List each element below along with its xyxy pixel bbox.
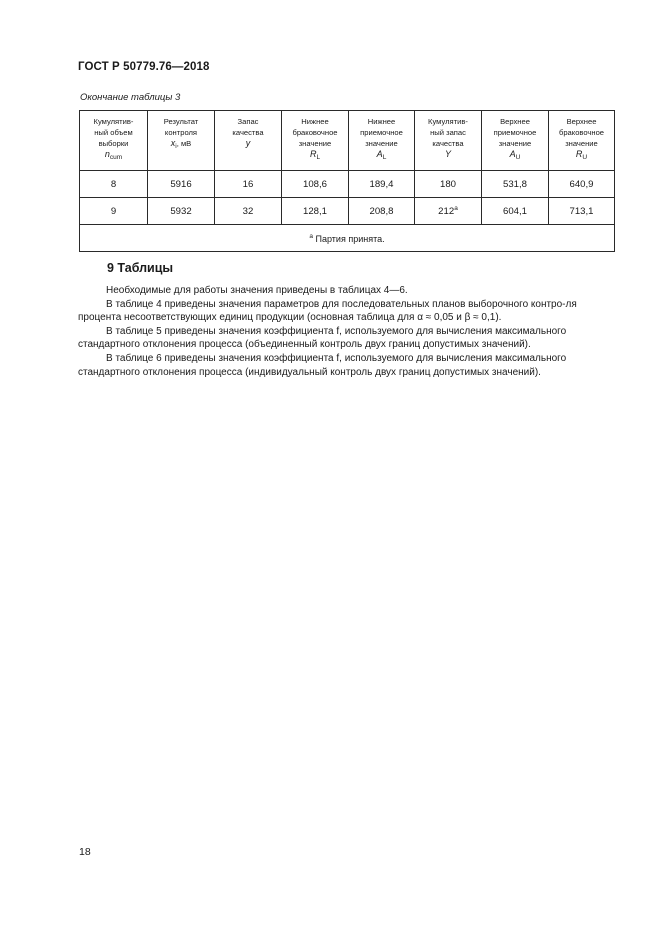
header-quality-margin: Запас качества y (215, 111, 282, 171)
symbol-subscript: cum (109, 154, 123, 161)
table-cell: 32 (215, 198, 282, 225)
table-row (80, 198, 615, 225)
table-cell: 108,6 (282, 171, 349, 198)
header-lower-rejection-value: Нижнее браковочное значение RL (282, 111, 349, 171)
table-cell (415, 198, 482, 225)
table-cell: 189,4 (349, 171, 415, 198)
header-lower-acceptance-value: Нижнее приемочное значение AL (349, 111, 415, 171)
page-number: 18 (79, 846, 91, 858)
table-cell: 16 (215, 171, 282, 198)
symbol: n (104, 149, 110, 159)
paragraph: Необходимые для работы значения приведены в таблицах 4—6. (106, 285, 408, 296)
footnote-reference: a (454, 204, 458, 212)
table-cell: 5916 (148, 171, 215, 198)
symbol-subscript: L (382, 154, 387, 161)
table-cell: 9 (80, 198, 148, 225)
table-header-row (80, 111, 615, 171)
cell-value: 212 (438, 206, 455, 218)
symbol: R (575, 149, 583, 159)
table-cell: 180 (415, 171, 482, 198)
symbol: A (376, 149, 383, 159)
data-table (79, 110, 615, 252)
header-upper-rejection-value: Верхнее браковочное значение RU (549, 111, 615, 171)
table-cell: 8 (80, 171, 148, 198)
section-heading: 9 Таблицы (107, 261, 174, 275)
table-cell: 604,1 (482, 198, 549, 225)
table-caption: Окончание таблицы 3 (80, 92, 181, 103)
table-cell: 5932 (148, 198, 215, 225)
paragraph: В таблице 6 приведены значения коэффициента f, используемого для вычисления максимального стандартного отклонения процесса (индивидуальный контроль двух границ допустимых значений). (78, 352, 567, 378)
table-cell: 531,8 (482, 171, 549, 198)
header-measurement-result: Результат контроля xi, мВ (148, 111, 215, 171)
table-footnote-row (80, 225, 615, 252)
table-row (80, 171, 615, 198)
symbol-subscript: U (582, 154, 588, 161)
paragraph: В таблице 5 приведены значения коэффициента f, используемого для вычисления максимального стандартного отклонения процесса (объединенный контроль двух границ допустимых значений). (78, 325, 567, 351)
header-cumulative-sample-size: Кумулятив- ный объем выборки ncum (80, 111, 148, 171)
symbol: x (170, 138, 176, 148)
table-cell: 208,8 (349, 198, 415, 225)
symbol: y (245, 138, 251, 148)
symbol-subscript: L (316, 154, 321, 161)
section-body (78, 284, 615, 379)
footnote-marker: a (309, 232, 314, 240)
symbol: Y (444, 149, 451, 159)
symbol-subscript: i (175, 143, 177, 150)
symbol: R (309, 149, 317, 159)
table-footnote (80, 225, 615, 252)
document-title: ГОСТ Р 50779.76—2018 (78, 61, 210, 73)
table-cell: 713,1 (549, 198, 615, 225)
symbol: A (509, 149, 516, 159)
table-cell: 640,9 (549, 171, 615, 198)
footnote-text: Партия принята. (313, 233, 385, 244)
unit: , мВ (176, 139, 192, 148)
table-cell: 128,1 (282, 198, 349, 225)
paragraph: В таблице 4 приведены значения параметров для последовательных планов выборочного контро-ля процента несоответствующих единиц продукции (основная таблица для α ≈ 0,05 и β ≈ 0,1). (78, 298, 577, 324)
symbol-subscript: U (515, 154, 521, 161)
header-upper-acceptance-value: Верхнее приемочное значение AU (482, 111, 549, 171)
header-cumulative-quality-margin: Кумулятив- ный запас качества Y (415, 111, 482, 171)
